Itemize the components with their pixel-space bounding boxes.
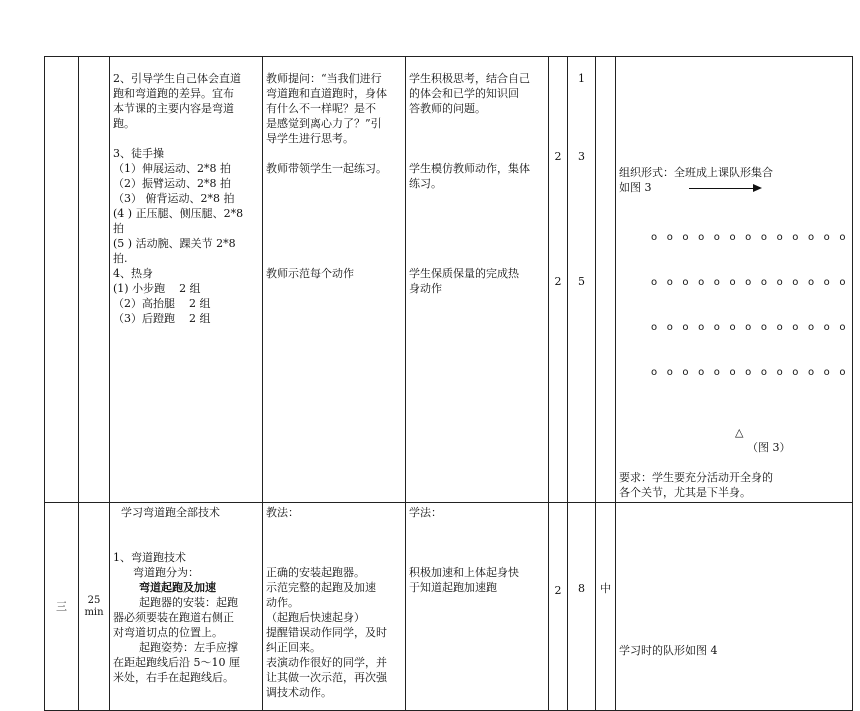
teacher-line: 提醒错误动作同学，及时: [266, 626, 387, 639]
dot-row: o o o o o o o o o o o o o: [651, 367, 849, 378]
student-question: 学生积极思考，结合自己: [409, 72, 530, 85]
org-line: 如图 3: [619, 181, 652, 194]
intro-line: 跑。: [113, 117, 135, 130]
calisthenics-item: （3） 俯背运动、2*8 拍: [113, 192, 235, 205]
student-calisthenics: 学生模仿教师动作，集体: [409, 162, 530, 175]
figure-label: （图 3）: [746, 441, 791, 454]
section-cell: [45, 503, 79, 711]
calisthenics-item: (5 ) 活动腕、踝关节 2*8: [113, 237, 236, 250]
count-value: 5: [578, 275, 585, 288]
dot-row: o o o o o o o o o o o o o: [651, 232, 849, 243]
table-row: [45, 503, 853, 711]
lesson-plan-table: [44, 56, 853, 711]
requirement-line: 各个关节，尤其是下半身。: [619, 486, 751, 499]
teacher-line: 动作。: [266, 596, 299, 609]
duration-cell: [79, 57, 110, 503]
teacher-line: 让其做一次示范，再次强: [266, 671, 387, 684]
organization-cell: [616, 57, 853, 503]
section-cell: [45, 57, 79, 503]
content-cell: [110, 57, 263, 503]
warmup-item: （3）后蹬跑 2 组: [113, 312, 211, 325]
content-cell: [110, 503, 263, 711]
duration-cell: [79, 503, 110, 711]
dot-row: o o o o o o o o o o o o o: [651, 322, 849, 333]
intensity-cell: [596, 503, 616, 711]
teacher-method-cell: [263, 503, 406, 711]
count-value: 1: [578, 72, 585, 85]
student-warmup: 身动作: [409, 282, 442, 295]
student-question: 的体会和已学的知识回: [409, 87, 519, 100]
lesson-paragraph: 对弯道切点的位置上。: [113, 626, 223, 639]
count-value: 8: [578, 582, 585, 595]
lesson-paragraph: 起跑器的安装：起跑: [139, 596, 238, 609]
teacher-warmup: 教师示范每个动作: [266, 267, 354, 280]
teacher-line: 纠正回来。: [266, 641, 321, 654]
lesson-paragraph: 米处，右手在起跑线后。: [113, 671, 234, 684]
lesson-paragraph: 器必须要装在跑道右侧正: [113, 611, 234, 624]
intro-line: 2、引导学生自己体会直道: [113, 72, 241, 85]
intro-line: 本节课的主要内容是弯道: [113, 102, 234, 115]
warmup-item: (1) 小步跑 2 组: [113, 282, 201, 295]
intensity-cell: [596, 57, 616, 503]
calisthenics-item: （2）振臂运动、2*8 拍: [113, 177, 231, 190]
formation-dots: [619, 200, 849, 410]
org-line: 组织形式：全班成上课队形集合: [619, 166, 773, 179]
duration-value: 25: [87, 594, 101, 606]
teacher-question: 有什么不一样呢？是不: [266, 102, 376, 115]
student-head: 学法：: [409, 506, 442, 519]
teacher-question: 教师提问：“当我们进行: [266, 72, 382, 85]
student-method-cell: [406, 57, 549, 503]
teacher-line: 调技术动作。: [266, 686, 332, 699]
calisthenics-item: （1）伸展运动、2*8 拍: [113, 162, 231, 175]
student-line: 于知道起跑加速跑: [409, 581, 497, 594]
section-number: 三: [56, 600, 67, 613]
time-cell: [549, 57, 568, 503]
teacher-line: （起跑后快速起身）: [266, 611, 365, 624]
teacher-triangle-icon: △: [734, 426, 744, 439]
duration-unit: min: [84, 606, 104, 618]
count-cell: [568, 503, 596, 711]
student-line: 积极加速和上体起身快: [409, 566, 519, 579]
org-line: 学习时的队形如图 4: [619, 644, 718, 657]
time-value: 2: [554, 150, 562, 163]
lesson-subtitle: 1、弯道跑技术: [113, 551, 186, 564]
teacher-question: 弯道跑和直道跑时，身体: [266, 87, 387, 100]
student-calisthenics: 练习。: [409, 177, 442, 190]
student-warmup: 学生保质保量的完成热: [409, 267, 519, 280]
teacher-line: 正确的安装起跑器。: [266, 566, 365, 579]
teacher-head: 教法：: [266, 506, 299, 519]
teacher-line: 表演动作很好的同学，并: [266, 656, 387, 669]
arrow-icon: [619, 180, 849, 194]
lesson-title: 学习弯道跑全部技术: [121, 506, 220, 519]
organization-cell: [616, 503, 853, 711]
time-cell: [549, 503, 568, 711]
calisthenics-title: 3、徒手操: [113, 147, 164, 160]
calisthenics-item: (4 ) 正压腿、侧压腿、2*8: [113, 207, 244, 220]
teacher-line: 示范完整的起跑及加速: [266, 581, 376, 594]
table-row: [45, 57, 853, 503]
time-value: 2: [554, 275, 562, 288]
count-value: 3: [578, 150, 585, 163]
student-method-cell: [406, 503, 549, 711]
requirement-line: 要求：学生要充分活动开全身的: [619, 471, 773, 484]
lesson-subtitle: 弯道跑分为：: [133, 566, 199, 579]
teacher-question: 是感觉到离心力了？”引: [266, 117, 382, 130]
time-value: 2: [554, 584, 562, 597]
warmup-item: （2）高抬腿 2 组: [113, 297, 211, 310]
lesson-paragraph: 起跑姿势：左手应撑: [139, 641, 238, 654]
warmup-title: 4、热身: [113, 267, 153, 280]
count-cell: [568, 57, 596, 503]
intro-line: 跑和弯道跑的差异。宜布: [113, 87, 234, 100]
lesson-paragraph: 在距起跑线后沿 5～10 厘: [113, 656, 240, 669]
lesson-bold-title: 弯道起跑及加速: [139, 581, 216, 594]
intensity-value: 中: [600, 582, 611, 595]
teacher-calisthenics: 教师带领学生一起练习。: [266, 162, 387, 175]
teacher-question: 导学生进行思考。: [266, 132, 354, 145]
dot-row: o o o o o o o o o o o o o: [651, 277, 849, 288]
calisthenics-item: 拍.: [113, 252, 128, 265]
calisthenics-item: 拍: [113, 222, 124, 235]
student-question: 答教师的问题。: [409, 102, 486, 115]
teacher-method-cell: [263, 57, 406, 503]
